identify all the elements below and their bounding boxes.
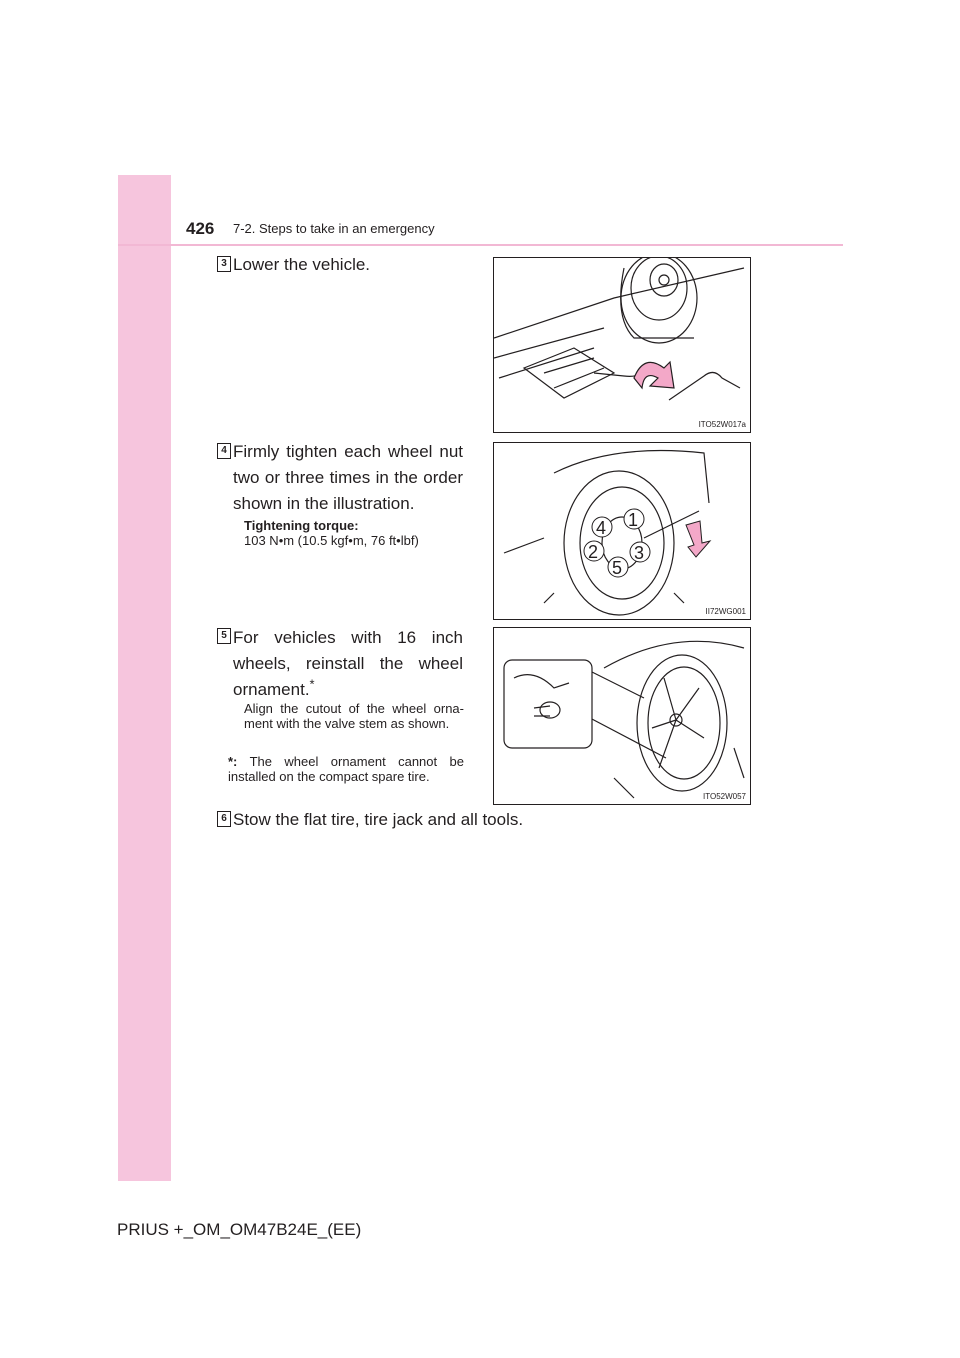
footnote-text: The wheel ornament cannot be installed on the compact spare tire. [228, 754, 464, 784]
footnote [228, 754, 464, 784]
step-number-6: 6 [217, 811, 231, 827]
wheel-ornament-illustration [494, 628, 750, 804]
torque-value: 103 N•m (10.5 kgf•m, 76 ft•lbf) [244, 533, 419, 548]
step-number-3: 3 [217, 256, 231, 272]
step-6-text: Stow the flat tire, tire jack and all tools. [233, 810, 524, 829]
figure-code: ITO52W057 [703, 792, 746, 801]
nut-label-1: 1 [628, 510, 639, 530]
figure-code: II72WG001 [705, 607, 746, 616]
step-number-4: 4 [217, 443, 231, 459]
footnote-star: *: [228, 754, 238, 769]
chapter-sidebar-tab [118, 175, 171, 1181]
nut-label-2: 2 [588, 542, 599, 562]
step-5-text [233, 625, 463, 703]
page-number: 426 [186, 219, 215, 238]
tighten-arrow [686, 521, 710, 557]
nut-label-4: 4 [596, 518, 607, 538]
nut-label-3: 3 [634, 543, 645, 563]
ornament-note: Align the cutout of the wheel orna-ment with the valve stem as shown. [244, 701, 464, 731]
step-4-text: Firmly tighten each wheel nut two or three times in the order shown in the illustration. [233, 442, 463, 513]
figure-code: ITO52W017a [698, 420, 746, 429]
document-code: PRIUS +_OM_OM47B24E_(EE) [117, 1220, 362, 1239]
rotation-arrow [634, 362, 674, 388]
figure-wheel-ornament [493, 627, 751, 805]
footnote-marker: * [309, 676, 315, 692]
torque-note [244, 518, 464, 548]
step-5-text-body: For vehicles with 16 inch wheels, reinstall the wheel ornament. [233, 628, 463, 699]
step-number-5: 5 [217, 628, 231, 644]
section-title: 7-2. Steps to take in an emergency [233, 221, 435, 236]
header-rule [118, 244, 843, 246]
jack-lowering-illustration [494, 258, 750, 432]
figure-lower-vehicle [493, 257, 751, 433]
wheel-nut-order-illustration [494, 443, 750, 619]
figure-tighten-nuts [493, 442, 751, 620]
step-3-text: Lower the vehicle. [233, 255, 371, 274]
nut-label-5: 5 [612, 558, 623, 578]
torque-label: Tightening torque: [244, 518, 359, 533]
